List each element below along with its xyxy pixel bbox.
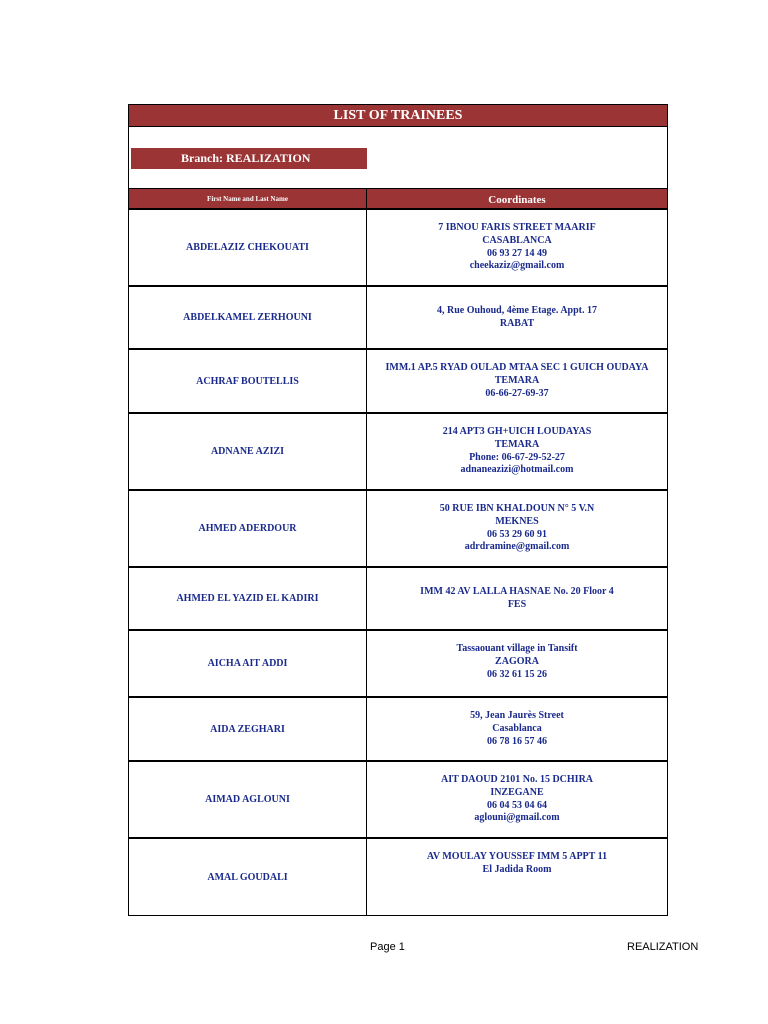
trainee-coordinates <box>367 414 667 489</box>
trainee-name: ABDELKAMEL ZERHOUNI <box>129 287 367 348</box>
table-row <box>129 287 667 350</box>
coordinate-line: FES <box>507 598 527 610</box>
coordinate-line: IMM 42 AV LALLA HASNAE No. 20 Floor 4 <box>420 585 614 597</box>
coordinate-line: AV MOULAY YOUSSEF IMM 5 APPT 11 <box>426 851 608 862</box>
trainee-name: AIDA ZEGHARI <box>129 698 367 760</box>
coordinate-line: El Jadida Room <box>482 863 552 875</box>
coordinate-line: IMM.1 AP.5 RYAD OULAD MTAA SEC 1 GUICH OUDAYA <box>385 362 649 373</box>
column-header-name: First Name and Last Name <box>129 189 367 208</box>
coordinate-line: 7 IBNOU FARIS STREET MAARIF <box>438 222 596 233</box>
document-title: LIST OF TRAINEES <box>129 105 667 127</box>
trainee-coordinates <box>367 631 667 696</box>
trainee-coordinates <box>367 839 667 915</box>
table-row <box>129 698 667 762</box>
coordinate-line: adnaneazizi@hotmail.com <box>460 464 574 476</box>
coordinate-line: TEMARA <box>494 438 540 450</box>
table-row <box>129 491 667 568</box>
footer-branch: REALIZATION <box>627 941 699 953</box>
coordinate-line: 06-66-27-69-37 <box>485 387 549 399</box>
trainee-name: ABDELAZIZ CHEKOUATI <box>129 210 367 285</box>
coordinate-line: ZAGORA <box>495 655 539 667</box>
coordinate-line: 06 78 16 57 46 <box>487 735 547 747</box>
trainee-coordinates <box>367 210 667 285</box>
table-row <box>129 839 667 915</box>
coordinate-line: 50 RUE IBN KHALDOUN N° 5 V.N <box>439 503 595 514</box>
coordinate-line: 06 04 53 04 64 <box>487 799 547 811</box>
table-row <box>129 414 667 491</box>
trainee-name: AHMED ADERDOUR <box>129 491 367 566</box>
table-row <box>129 568 667 631</box>
coordinate-line: aglouni@gmail.com <box>474 812 560 824</box>
coordinate-line: 06 93 27 14 49 <box>487 247 547 259</box>
trainee-list-sheet <box>128 104 668 916</box>
table-header <box>129 189 667 210</box>
coordinate-line: TEMARA <box>494 374 540 386</box>
trainee-coordinates <box>367 762 667 837</box>
table-row <box>129 631 667 698</box>
coordinate-line: 06 32 61 15 26 <box>487 668 547 680</box>
column-header-coordinates: Coordinates <box>488 193 546 206</box>
coordinate-line: Phone: 06-67-29-52-27 <box>469 451 565 463</box>
trainee-coordinates <box>367 287 667 348</box>
trainee-table-body <box>129 210 667 915</box>
trainee-name: AHMED EL YAZID EL KADIRI <box>129 568 367 629</box>
coordinate-line: Casablanca <box>492 722 542 734</box>
trainee-coordinates <box>367 491 667 566</box>
branch-area <box>129 127 667 189</box>
table-row <box>129 762 667 839</box>
coordinate-line: INZEGANE <box>490 786 544 798</box>
coordinate-line: AIT DAOUD 2101 No. 15 DCHIRA <box>440 774 594 785</box>
trainee-name: ACHRAF BOUTELLIS <box>129 350 367 412</box>
table-row <box>129 210 667 287</box>
coordinate-line: CASABLANCA <box>482 234 552 246</box>
coordinate-line: 4, Rue Ouhoud, 4ème Etage. Appt. 17 <box>436 304 597 316</box>
branch-label: Branch: REALIZATION <box>131 148 367 169</box>
coordinate-line: Tassaouant village in Tansift <box>456 643 578 654</box>
coordinate-line: MEKNES <box>495 515 539 527</box>
trainee-coordinates <box>367 568 667 629</box>
trainee-name: AICHA AIT ADDI <box>129 631 367 696</box>
trainee-name: ADNANE AZIZI <box>129 414 367 489</box>
coordinate-line: adrdramine@gmail.com <box>464 541 570 553</box>
coordinate-line: 06 53 29 60 91 <box>487 528 547 540</box>
coordinate-line: cheekaziz@gmail.com <box>469 260 565 272</box>
trainee-name: AIMAD AGLOUNI <box>129 762 367 837</box>
coordinate-line: 214 APT3 GH+UICH LOUDAYAS <box>442 426 592 437</box>
coordinate-line: 59, Jean Jaurès Street <box>470 710 564 721</box>
trainee-coordinates <box>367 350 667 412</box>
trainee-coordinates <box>367 698 667 760</box>
coordinate-line: RABAT <box>499 317 535 329</box>
trainee-name: AMAL GOUDALI <box>129 839 367 915</box>
table-row <box>129 350 667 414</box>
footer-page-number: Page 1 <box>370 941 405 953</box>
